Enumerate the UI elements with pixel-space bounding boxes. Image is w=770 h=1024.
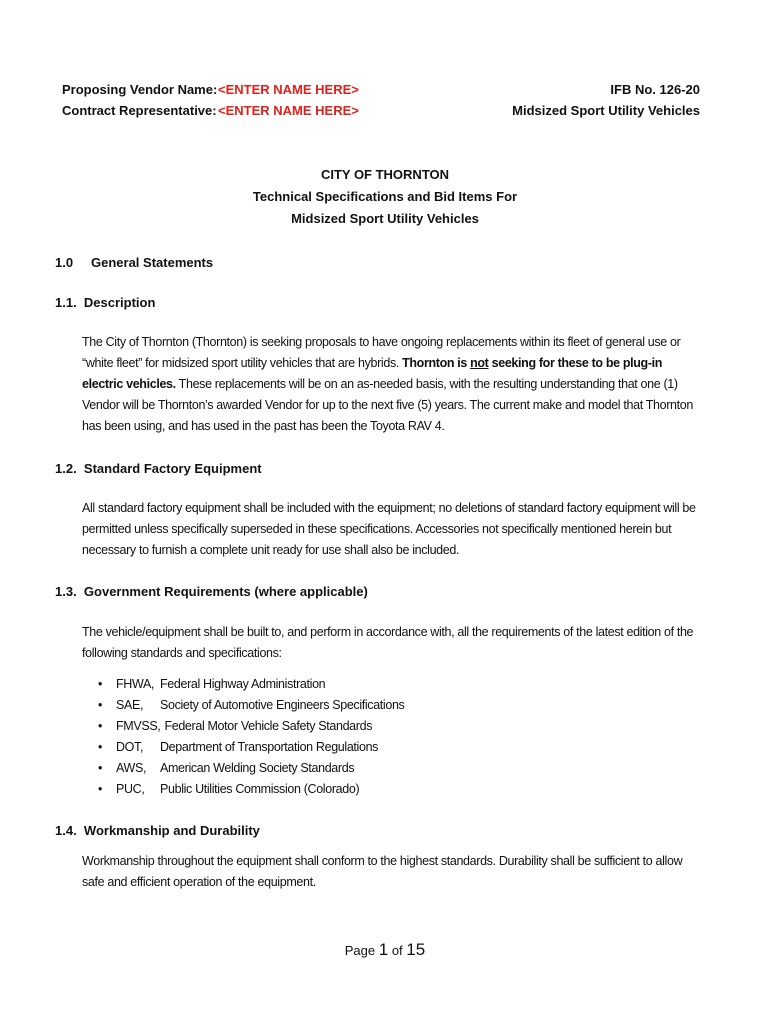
ifb-number: IFB No. 126-20 [610, 82, 700, 97]
description-bold-b: seeking for these to be plug-in electric vehicles. [82, 356, 663, 391]
list-item: • FHWA, Federal Highway Administration [98, 674, 404, 695]
section-number: 1.0 [55, 255, 74, 270]
list-item: • FMVSS, Federal Motor Vehicle Safety Standards [98, 716, 404, 737]
contract-rep-value: <ENTER NAME HERE> [218, 103, 359, 118]
standard-equipment-paragraph: All standard factory equipment shall be included with the equipment; no deletions of standard factory equipment will be permitted unless specifically superseded in these specifications. Accessories not specifically mentioned herein but necessary to furnish a complete unit ready for use shall also be included. [82, 501, 696, 557]
description-bold-not: not [470, 356, 489, 370]
list-item: • AWS, American Welding Society Standards [98, 758, 404, 779]
title-spec: Technical Specifications and Bid Items For [252, 189, 518, 204]
bullet-icon: • [98, 677, 103, 691]
title-subject: Midsized Sport Utility Vehicles [291, 211, 479, 226]
heading-description: 1.1. Description [55, 295, 156, 310]
heading-standard-equipment: 1.2. Standard Factory Equipment [55, 461, 262, 476]
bullet-icon: • [98, 740, 103, 754]
vendor-name-value: <ENTER NAME HERE> [218, 82, 359, 97]
page-total: 15 [406, 940, 426, 959]
description-bold-a: Thornton is [402, 356, 471, 370]
section-title: General Statements [91, 255, 214, 270]
list-item: • DOT, Department of Transportation Regulations [98, 737, 404, 758]
title-city: CITY OF THORNTON [320, 167, 450, 182]
standards-list [98, 674, 404, 800]
bullet-icon: • [98, 719, 103, 733]
page-footer: Page 1 of 15 [344, 940, 426, 959]
bullet-icon: • [98, 782, 103, 796]
ifb-subject: Midsized Sport Utility Vehicles [512, 103, 700, 118]
vendor-name-label: Proposing Vendor Name: [62, 82, 218, 97]
description-paragraph [82, 332, 702, 437]
workmanship-paragraph: Workmanship throughout the equipment shall conform to the highest standards. Durability shall be sufficient to allow safe and efficient operation of the equipment. [82, 854, 683, 889]
heading-workmanship: 1.4. Workmanship and Durability [55, 823, 260, 838]
bullet-icon: • [98, 761, 103, 775]
heading-government-requirements: 1.3. Government Requirements (where applicable) [55, 584, 368, 599]
description-text-b: These replacements will be on an as-needed basis, with the resulting understanding that one (1) Vendor will be Thornton’s awarded Vendor for up to the next five (5) years. The current make and model that Thornton has been using, and has used in the past has been the Toyota RAV 4. [82, 377, 693, 433]
description-text-a: The City of Thornton (Thornton) is seeking proposals to have ongoing replacements within its fleet of general use or “white fleet” for midsized sport utility vehicles that are hybrids. [82, 335, 681, 370]
list-item: • PUC, Public Utilities Commission (Colorado) [98, 779, 404, 800]
contract-rep-label: Contract Representative: [62, 103, 217, 118]
list-item: • SAE, Society of Automotive Engineers Specifications [98, 695, 404, 716]
bullet-icon: • [98, 698, 103, 712]
government-requirements-paragraph: The vehicle/equipment shall be built to, and perform in accordance with, all the requirements of the latest edition of the following standards and specifications: [82, 625, 694, 660]
page-number: 1 [378, 940, 389, 959]
